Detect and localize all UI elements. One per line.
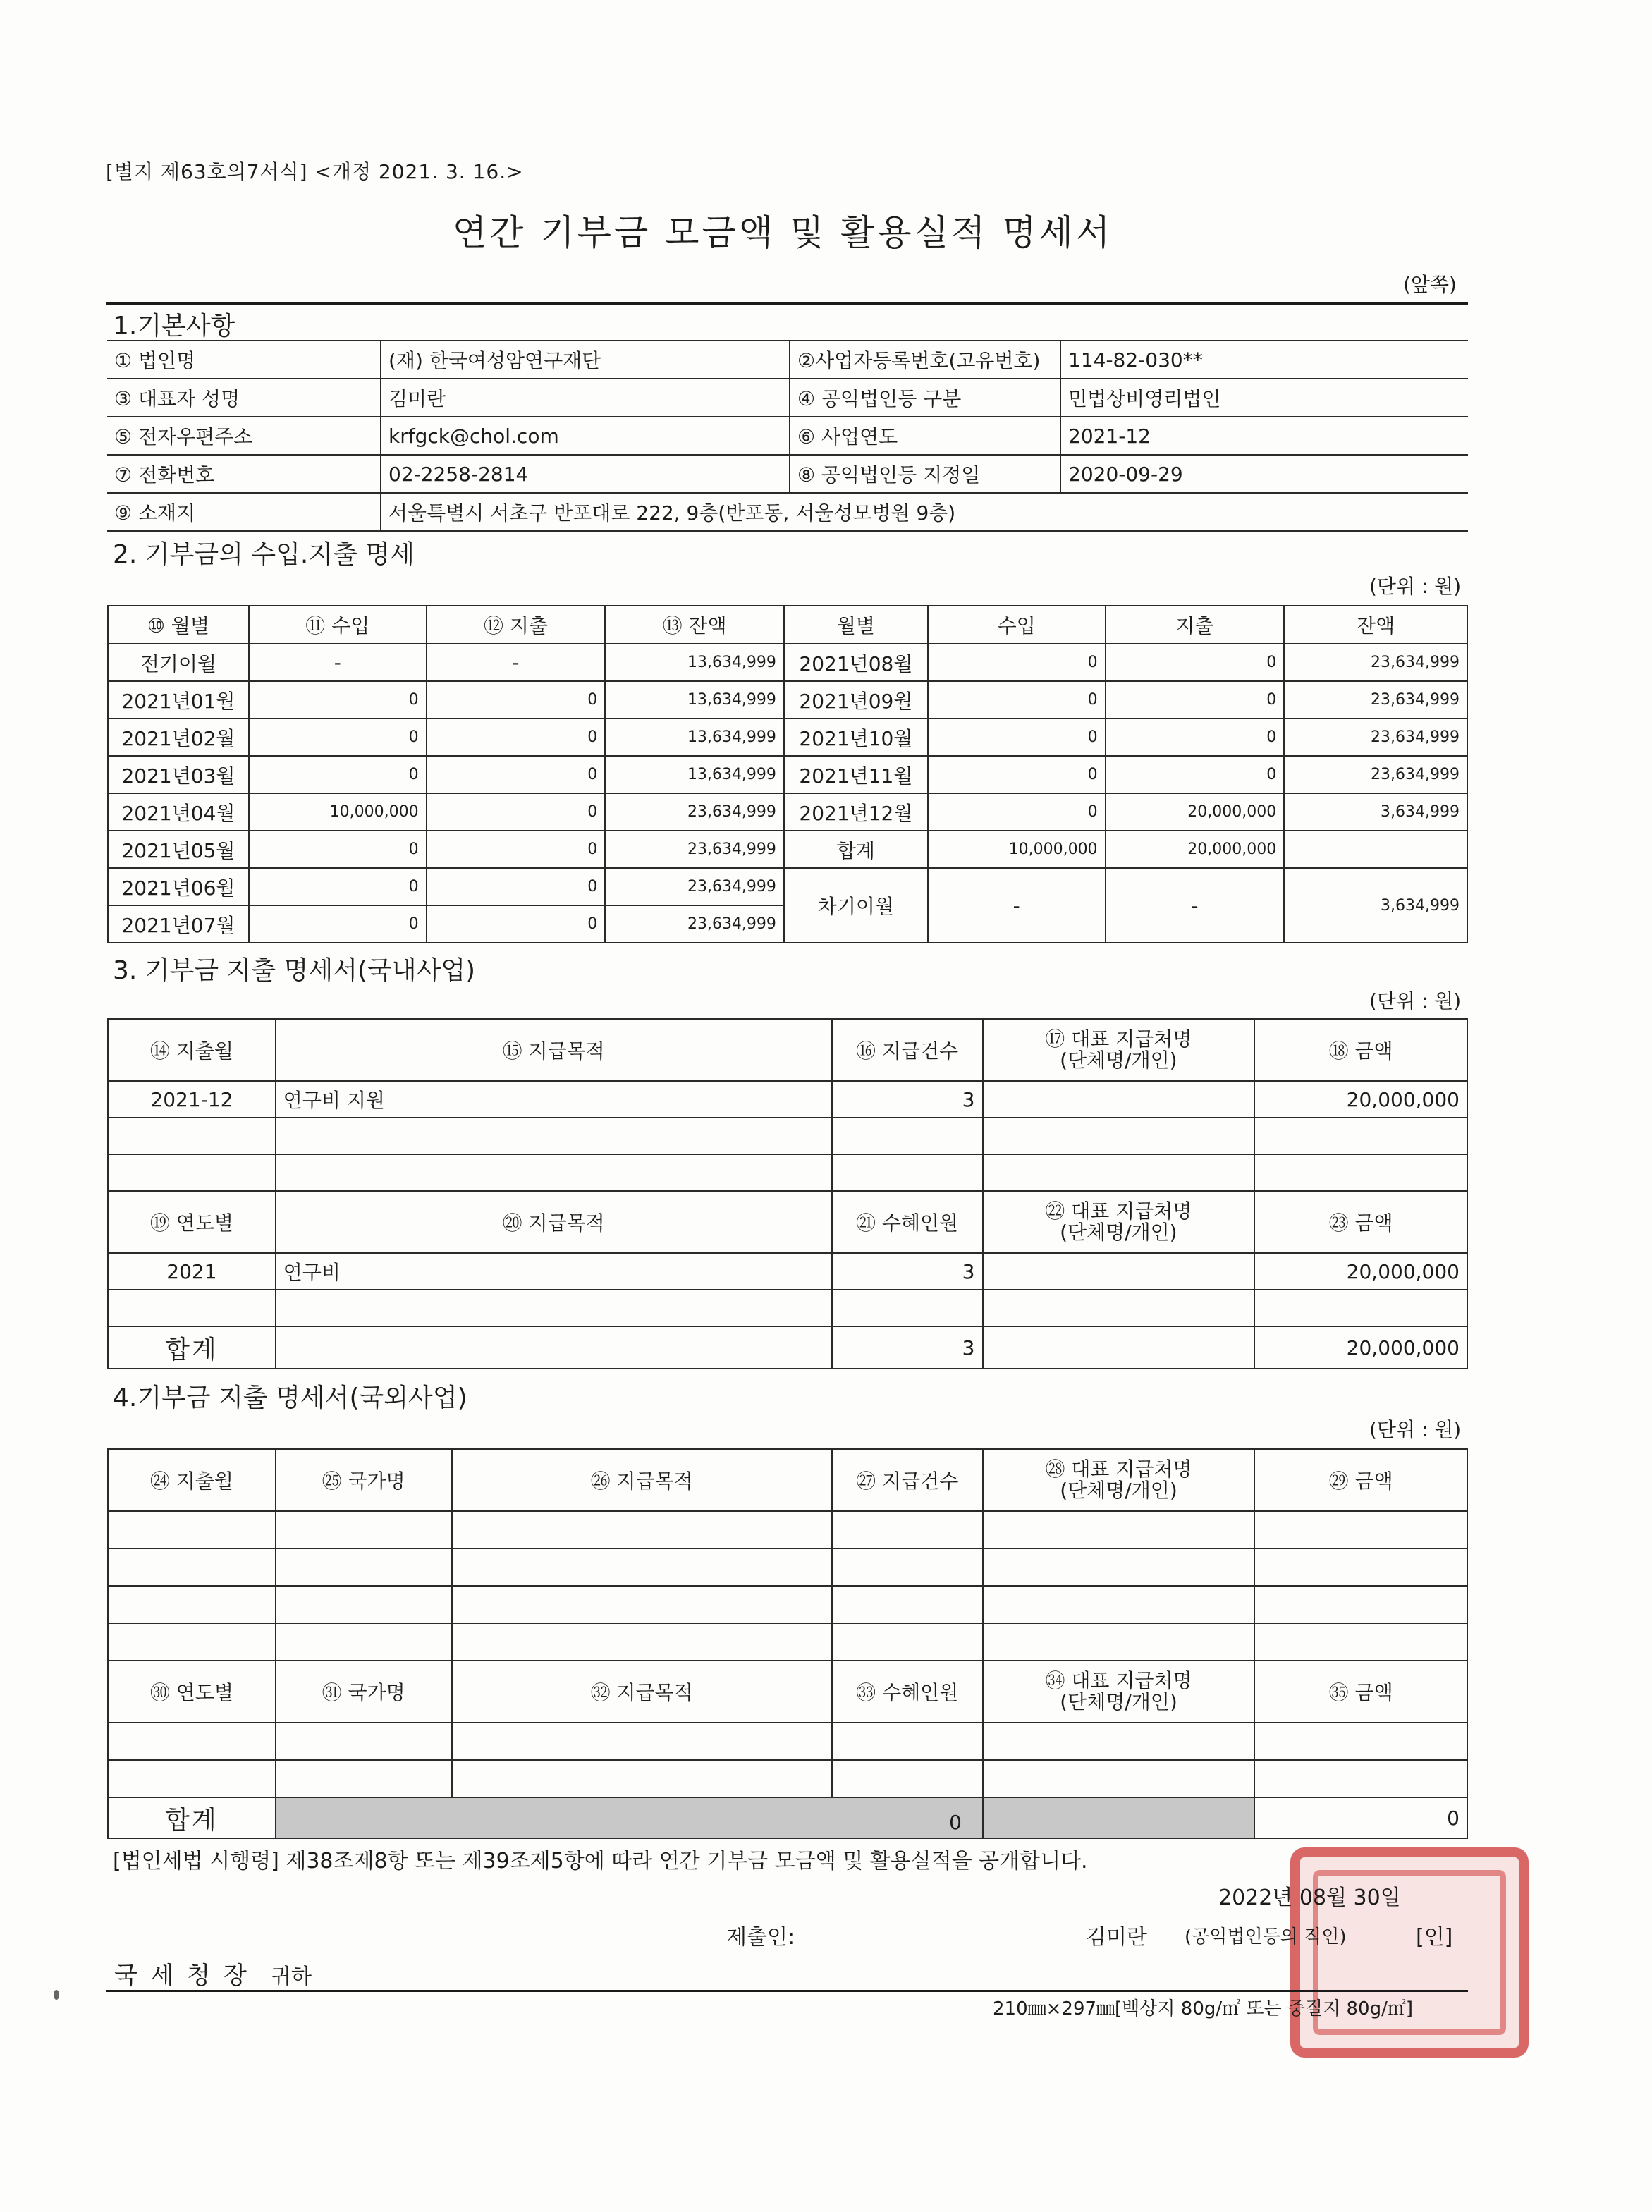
- balance-cell: 23,634,999: [605, 831, 784, 868]
- balance-cell: 23,634,999: [1284, 644, 1467, 681]
- paper-spec: 210㎜×297㎜[백상지 80g/㎡ 또는 중질지 80g/㎡]: [993, 1998, 1414, 2019]
- expense-cell: 0: [1106, 719, 1285, 756]
- income-cell: 0: [249, 756, 427, 793]
- field-label: ④ 공익법인등 구분: [790, 379, 1060, 417]
- balance-cell: 23,634,999: [605, 793, 784, 831]
- submission-date: 2022년 08월 30일: [1218, 1886, 1401, 1910]
- total-row: 합계 0: [108, 1797, 1467, 1838]
- balance-cell: 23,634,999: [605, 905, 784, 943]
- column-header: 지출: [1106, 606, 1285, 644]
- month-cell: 2021년05월: [108, 831, 249, 868]
- header-expense-month: ⑭ 지출월: [108, 1019, 276, 1081]
- recipient: 국 세 청 장: [114, 1962, 250, 1990]
- table-row: [108, 644, 1467, 681]
- section3-title: 3. 기부금 지출 명세서(국내사업): [113, 956, 476, 985]
- submitter-name: 김미란: [1086, 1925, 1147, 1950]
- expense-cell: 0: [1106, 644, 1285, 681]
- form-number-note: [별지 제63호의7서식] <개정 2021. 3. 16.>: [106, 160, 524, 183]
- expense-cell: 0: [427, 793, 606, 831]
- income-cell: 0: [928, 756, 1106, 793]
- balance-cell: 13,634,999: [605, 719, 784, 756]
- table-header-row: [108, 606, 1467, 644]
- disclosure-statement: [법인세법 시행령] 제38조제8항 또는 제39조제5항에 따라 연간 기부금 모금액 및 활용실적을 공개합니다.: [113, 1849, 1088, 1874]
- header-payment-count: ⑯ 지급건수: [832, 1019, 983, 1081]
- carry-forward-income: -: [928, 868, 1106, 943]
- income-cell: 10,000,000: [928, 831, 1106, 868]
- section1-top-rule: [106, 302, 1468, 305]
- month-cell: 합계: [784, 831, 928, 868]
- income-expense-table: [107, 605, 1468, 943]
- header-payee: ⑰ 대표 지급처명 (단체명/개인): [983, 1019, 1255, 1081]
- section4-unit: (단위 : 원): [1369, 1418, 1462, 1441]
- month-cell: 2021년01월: [108, 681, 249, 719]
- field-value: 민법상비영리법인: [1060, 379, 1468, 417]
- header-amount-2: ㉓ 금액: [1254, 1191, 1467, 1253]
- table-row: 2021 연구비 3 20,000,000: [108, 1253, 1467, 1290]
- field-label: ③ 대표자 성명: [107, 379, 381, 417]
- expense-cell: 20,000,000: [1106, 831, 1285, 868]
- month-cell: 2021년02월: [108, 719, 249, 756]
- income-cell: 0: [249, 831, 427, 868]
- table-row: [108, 1118, 1467, 1154]
- field-label: ⑥ 사업연도: [790, 417, 1060, 455]
- header-purpose: ⑮ 지급목적: [276, 1019, 832, 1081]
- balance-cell: 23,634,999: [1284, 756, 1467, 793]
- income-cell: 10,000,000: [249, 793, 427, 831]
- column-header: 수입: [928, 606, 1106, 644]
- field-value: (재) 한국여성암연구재단: [381, 341, 790, 379]
- header-amount: ⑱ 금액: [1254, 1019, 1467, 1081]
- header-payment-count: ㉗ 지급건수: [832, 1449, 983, 1511]
- month-cell: 2021년03월: [108, 756, 249, 793]
- expense-cell: 0: [1106, 681, 1285, 719]
- header-year: ⑲ 연도별: [108, 1191, 276, 1253]
- table-row: [108, 1511, 1467, 1548]
- column-header: ⑫ 지출: [427, 606, 606, 644]
- income-cell: 0: [928, 681, 1106, 719]
- column-header: 월별: [784, 606, 928, 644]
- basic-info-table: [107, 340, 1468, 532]
- header-payee: ㉘ 대표 지급처명 (단체명/개인): [983, 1449, 1255, 1511]
- month-cell: 2021년10월: [784, 719, 928, 756]
- field-label: ②사업자등록번호(고유번호): [790, 341, 1060, 379]
- field-label: ⑤ 전자우편주소: [107, 417, 381, 455]
- header-payee-2: ㉞ 대표 지급처명 (단체명/개인): [983, 1661, 1255, 1723]
- basic-info-row: [107, 455, 1468, 493]
- header-amount: ㉙ 금액: [1254, 1449, 1467, 1511]
- field-value: krfgck@chol.com: [381, 417, 790, 455]
- month-cell: 2021년06월: [108, 868, 249, 905]
- balance-cell: 23,634,999: [605, 868, 784, 905]
- submitter-label: 제출인:: [726, 1925, 795, 1950]
- section3-unit: (단위 : 원): [1369, 989, 1462, 1013]
- field-value: 김미란: [381, 379, 790, 417]
- table-row: [108, 1154, 1467, 1191]
- header-amount-2: ㉟ 금액: [1254, 1661, 1467, 1723]
- header-country: ㉕ 국가명: [276, 1449, 452, 1511]
- field-label: ⑧ 공익법인등 지정일: [790, 455, 1060, 493]
- expense-cell: -: [427, 644, 606, 681]
- income-cell: 0: [928, 793, 1106, 831]
- balance-cell: 23,634,999: [1284, 719, 1467, 756]
- table-row: [108, 1623, 1467, 1661]
- table-row: [108, 1586, 1467, 1623]
- basic-info-row: [107, 379, 1468, 417]
- front-side-note: (앞쪽): [1403, 273, 1457, 296]
- header-purpose: ㉖ 지급목적: [452, 1449, 832, 1511]
- table-row: [108, 1760, 1467, 1797]
- income-cell: 0: [928, 644, 1106, 681]
- field-value: 114-82-030**: [1060, 341, 1468, 379]
- column-header: ⑩ 월별: [108, 606, 249, 644]
- overseas-expense-table: [107, 1448, 1468, 1839]
- field-value: 2020-09-29: [1060, 455, 1468, 493]
- header-year: ㉚ 연도별: [108, 1661, 276, 1723]
- header-payee-2: ㉒ 대표 지급처명 (단체명/개인): [983, 1191, 1255, 1253]
- column-header: 잔액: [1284, 606, 1467, 644]
- expense-cell: 20,000,000: [1106, 793, 1285, 831]
- income-cell: 0: [928, 719, 1106, 756]
- income-cell: 0: [249, 905, 427, 943]
- table-row: [108, 756, 1467, 793]
- field-value: 2021-12: [1060, 417, 1468, 455]
- balance-cell: 23,634,999: [1284, 681, 1467, 719]
- balance-cell: 3,634,999: [1284, 793, 1467, 831]
- balance-cell: 13,634,999: [605, 644, 784, 681]
- balance-cell: 13,634,999: [605, 756, 784, 793]
- table-row: 2021-12 연구비 지원 3 20,000,000: [108, 1081, 1467, 1118]
- footer-rule: [106, 1990, 1468, 1992]
- expense-cell: 0: [427, 905, 606, 943]
- address-label: ⑨ 소재지: [107, 493, 381, 531]
- table-row: [108, 681, 1467, 719]
- section2-unit: (단위 : 원): [1369, 575, 1462, 598]
- month-cell: 2021년12월: [784, 793, 928, 831]
- expense-cell: 0: [427, 831, 606, 868]
- section4-title: 4.기부금 지출 명세서(국외사업): [113, 1383, 467, 1412]
- seal-mark: [인]: [1416, 1925, 1453, 1950]
- section2-title: 2. 기부금의 수입.지출 명세: [113, 540, 415, 569]
- balance-cell: [1284, 831, 1467, 868]
- carry-forward-balance: 3,634,999: [1284, 868, 1467, 943]
- expense-cell: 0: [427, 868, 606, 905]
- table-row: [108, 719, 1467, 756]
- income-cell: 0: [249, 681, 427, 719]
- header-purpose-2: ㉜ 지급목적: [452, 1661, 832, 1723]
- month-cell: 2021년08월: [784, 644, 928, 681]
- table-row: [108, 1548, 1467, 1586]
- official-seal-stamp: [1290, 1847, 1529, 2058]
- total-row: 합계 3 20,000,000: [108, 1326, 1467, 1369]
- field-label: ⑦ 전화번호: [107, 455, 381, 493]
- scan-speck: [54, 1990, 59, 2000]
- month-cell: 2021년09월: [784, 681, 928, 719]
- field-label: ① 법인명: [107, 341, 381, 379]
- carry-forward-label: 차기이월: [784, 868, 928, 943]
- field-value: 02-2258-2814: [381, 455, 790, 493]
- address-value: 서울특별시 서초구 반포대로 222, 9층(반포동, 서울성모병원 9층): [381, 493, 1468, 531]
- month-cell: 전기이월: [108, 644, 249, 681]
- income-cell: 0: [249, 868, 427, 905]
- basic-info-row: [107, 341, 1468, 379]
- domestic-expense-table: [107, 1018, 1468, 1369]
- table-row: [108, 868, 1467, 905]
- overseas-total-count: 0: [949, 1811, 962, 1834]
- table-row: [108, 831, 1467, 868]
- submitter-role: (공익법인등의 직인): [1185, 1926, 1347, 1948]
- expense-cell: 0: [1106, 756, 1285, 793]
- header-beneficiaries: ㉑ 수혜인원: [832, 1191, 983, 1253]
- section1-title: 1.기본사항: [113, 312, 235, 341]
- expense-cell: 0: [427, 719, 606, 756]
- income-cell: 0: [249, 719, 427, 756]
- table-row: [108, 1290, 1467, 1326]
- expense-cell: 0: [427, 681, 606, 719]
- month-cell: 2021년11월: [784, 756, 928, 793]
- expense-cell: 0: [427, 756, 606, 793]
- carry-forward-expense: -: [1106, 868, 1285, 943]
- recipient-suffix: 귀하: [271, 1964, 312, 1989]
- column-header: ⑬ 잔액: [605, 606, 784, 644]
- month-cell: 2021년07월: [108, 905, 249, 943]
- table-row: [108, 793, 1467, 831]
- table-row: [108, 1723, 1467, 1760]
- header-beneficiaries: ㉝ 수혜인원: [832, 1661, 983, 1723]
- document-title: 연간 기부금 모금액 및 활용실적 명세서: [452, 212, 1113, 253]
- column-header: ⑪ 수입: [249, 606, 427, 644]
- balance-cell: 13,634,999: [605, 681, 784, 719]
- income-cell: -: [249, 644, 427, 681]
- header-purpose-2: ⑳ 지급목적: [276, 1191, 832, 1253]
- header-country-2: ㉛ 국가명: [276, 1661, 452, 1723]
- month-cell: 2021년04월: [108, 793, 249, 831]
- basic-info-row: [107, 417, 1468, 455]
- header-expense-month: ㉔ 지출월: [108, 1449, 276, 1511]
